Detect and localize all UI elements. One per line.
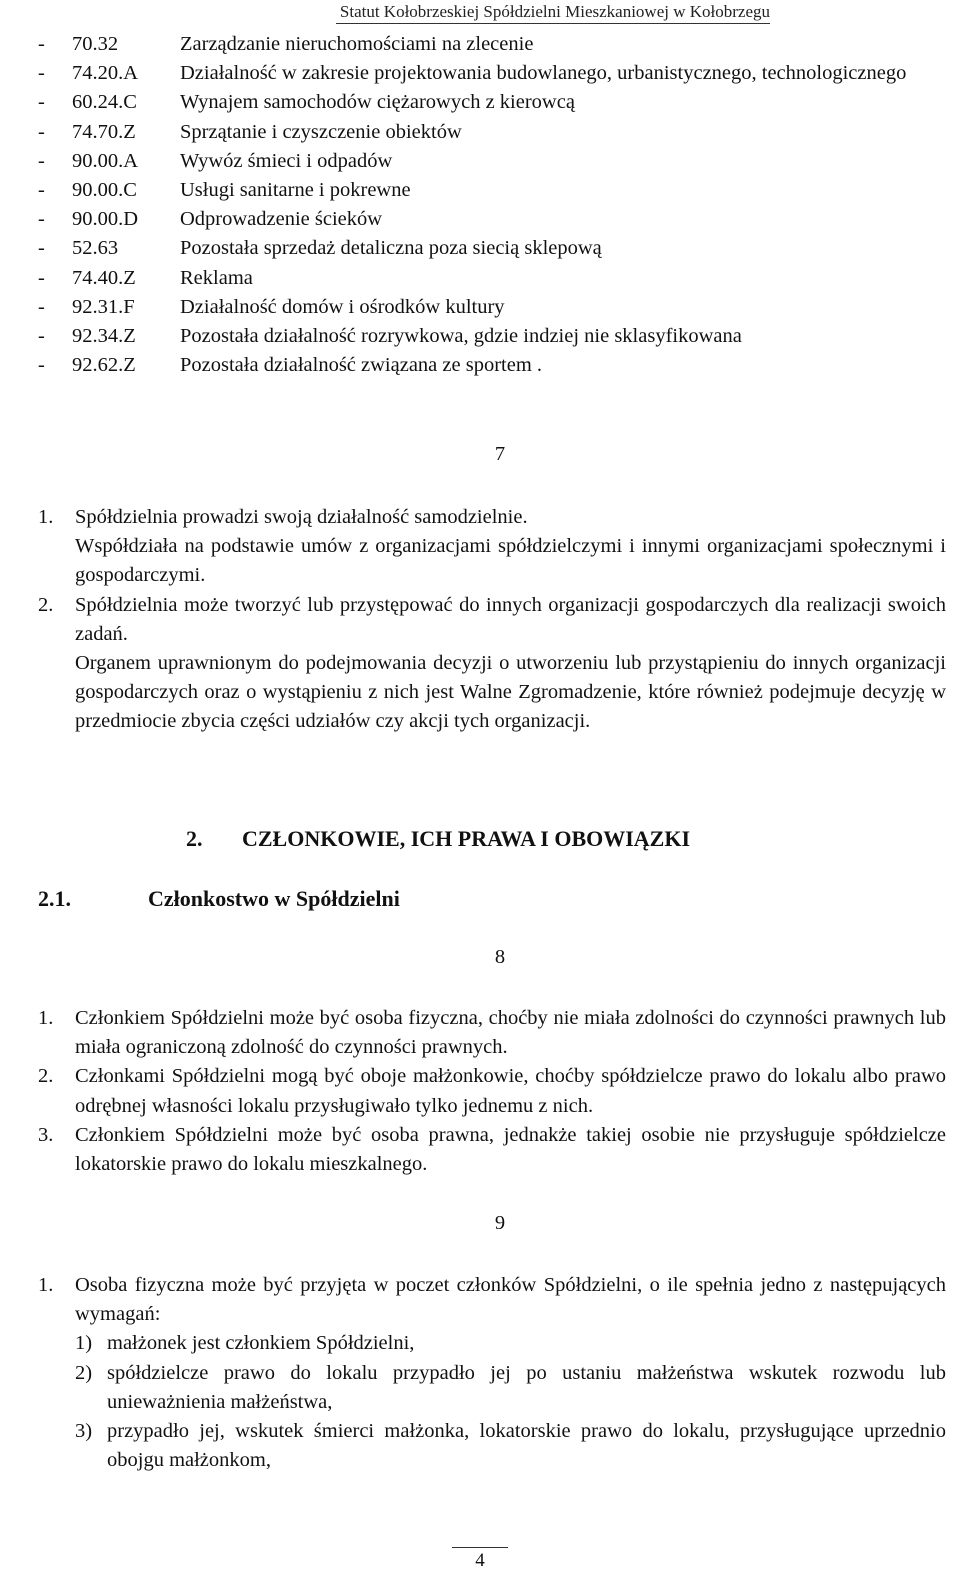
pkd-description: Odprowadzenie ścieków [180,208,383,231]
pkd-code: 52.63 [72,237,119,260]
list-item [38,147,938,176]
list-item [38,30,938,59]
pkd-code: 60.24.C [72,91,137,114]
pkd-description: Wywóz śmieci i odpadów [180,149,393,172]
pkd-activity-list [38,30,938,380]
sub-item-text: przypadło jej, wskutek śmierci małżonka, lokatorskie prawo do lokalu, przysługujące uprzednio obojgu małżonkom, [107,1420,946,1472]
pkd-description: Działalność domów i ośrodków kultury [180,295,505,318]
pkd-code: 74.20.A [72,62,139,85]
item-continuation: Współdziała na podstawie umów z organizacjami spółdzielczymi i innymi organizacjami społecznymi i gospodarczymi. [75,535,946,587]
pkd-code: 92.31.F [72,295,135,318]
item-number: 1. [38,506,54,528]
list-dash: - [38,295,45,318]
list-item [38,503,946,532]
footer-divider [452,1547,508,1548]
item-text: Członkami Spółdzielni mogą być oboje małżonkowie, choćby spółdzielcze prawo do lokalu albo prawo odrębnej własności lokalu przysługiwało tylko jednemu z nich. [75,1065,946,1117]
pkd-description: Działalność w zakresie projektowania budowlanego, urbanistycznego, technologicznego [180,62,907,85]
item-text: Spółdzielnia prowadzi swoją działalność samodzielnie. [75,506,528,528]
pkd-description: Pozostała działalność rozrywkowa, gdzie indziej nie sklasyfikowana [180,325,742,348]
list-item [38,205,938,234]
item-text: Członkiem Spółdzielni może być osoba fizyczna, choćby nie miała zdolności do czynności prawnych lub miała ograniczoną zdolność do czynności prawnych. [75,1007,946,1059]
pkd-code: 74.40.Z [72,266,136,289]
list-dash: - [38,91,45,114]
list-item [38,176,938,205]
list-item [38,1271,946,1329]
sub-item-number: 2) [75,1361,93,1384]
list-item [38,1004,946,1062]
subchapter-number: 2.1. [38,886,71,911]
list-item [38,322,938,351]
list-item [38,293,938,322]
list-dash: - [38,325,45,348]
list-item [38,59,938,88]
pkd-code: 90.00.A [72,149,139,172]
list-item [38,1062,946,1120]
list-dash: - [38,179,45,202]
pkd-code: 92.62.Z [72,354,136,377]
pkd-code: 70.32 [72,33,119,55]
pkd-description: Usługi sanitarne i pokrewne [180,179,411,202]
pkd-description: Sprzątanie i czyszczenie obiektów [180,120,462,143]
item-text: Członkiem Spółdzielni może być osoba prawna, jednakże takiej osobie nie przysługuje spółdzielcze lokatorskie prawo do lokalu mieszkalnego. [75,1123,946,1176]
item-number: 2. [38,1065,54,1088]
pkd-description: Zarządzanie nieruchomościami na zlecenie [180,33,534,55]
chapter-number: 2. [186,826,203,851]
list-item [38,264,938,293]
list-item [38,234,938,263]
pkd-description: Pozostała działalność związana ze sportem . [180,354,543,377]
item-text: Spółdzielnia może tworzyć lub przystępować do innych organizacji gospodarczych dla realizacji swoich zadań. [75,593,946,645]
pkd-code: 90.00.C [72,179,137,202]
list-dash: - [38,120,45,143]
chapter-heading [186,826,690,852]
sub-list-item [38,1329,946,1358]
paragraph-number: 7 [494,443,506,465]
item-number: 1. [38,1274,54,1296]
list-dash: - [38,208,45,231]
page-number: 4 [475,1550,485,1571]
pkd-code: 74.70.Z [72,120,136,143]
section-7-body [38,503,946,737]
pkd-description: Wynajem samochodów ciężarowych z kierowcą [180,91,575,114]
item-continuation: Organem uprawnionym do podejmowania decyzji o utworzeniu lub przystąpieniu do innych organizacji gospodarczych oraz o wystąpieniu z nich jest Walne Zgromadzenie, które również podejmuje decyzję w przedmiocie zbycia części udziałów czy akcji tych organizacji. [75,652,946,733]
list-dash: - [38,149,45,172]
item-number: 1. [38,1007,54,1029]
pkd-code: 90.00.D [72,208,139,231]
list-dash: - [38,266,45,289]
list-item [38,591,946,649]
list-item [38,88,938,117]
item-number: 2. [38,593,54,616]
sub-list-item [38,1359,946,1417]
list-item [38,1121,946,1179]
paragraph-heading-8 [0,946,960,969]
chapter-title: CZŁONKOWIE, ICH PRAWA I OBOWIĄZKI [242,826,691,851]
sub-item-number: 3) [75,1420,93,1443]
subchapter-heading [38,886,400,912]
item-number: 3. [38,1123,54,1146]
running-header: Statut Kołobrzeskiej Spółdzielni Mieszkaniowej w Kołobrzegu [336,2,770,24]
sub-item-text: małżonek jest członkiem Spółdzielni, [107,1332,415,1355]
section-9-body [38,1271,946,1475]
list-item [38,118,938,147]
paragraph-heading-9 [0,1212,960,1235]
section-8-body [38,1004,946,1179]
pkd-code: 92.34.Z [72,325,136,348]
paragraph-heading-7 [0,443,960,466]
sub-item-number: 1) [75,1332,93,1355]
list-dash: - [38,33,45,55]
pkd-description: Pozostała sprzedaż detaliczna poza siecią sklepową [180,237,602,260]
list-dash: - [38,237,45,260]
sub-item-text: spółdzielcze prawo do lokalu przypadło jej po ustaniu małżeństwa wskutek rozwodu lub unieważnienia małżeństwa, [107,1361,946,1413]
sub-list-item [38,1417,946,1475]
paragraph-number: 9 [494,1212,506,1234]
list-dash: - [38,62,45,85]
pkd-description: Reklama [180,266,253,289]
list-dash: - [38,354,45,377]
paragraph-number: 8 [494,946,506,968]
list-item [38,351,938,380]
item-text: Osoba fizyczna może być przyjęta w poczet członków Spółdzielni, o ile spełnia jedno z następujących wymagań: [75,1274,946,1326]
subchapter-title: Członkostwo w Spółdzielni [148,886,400,911]
